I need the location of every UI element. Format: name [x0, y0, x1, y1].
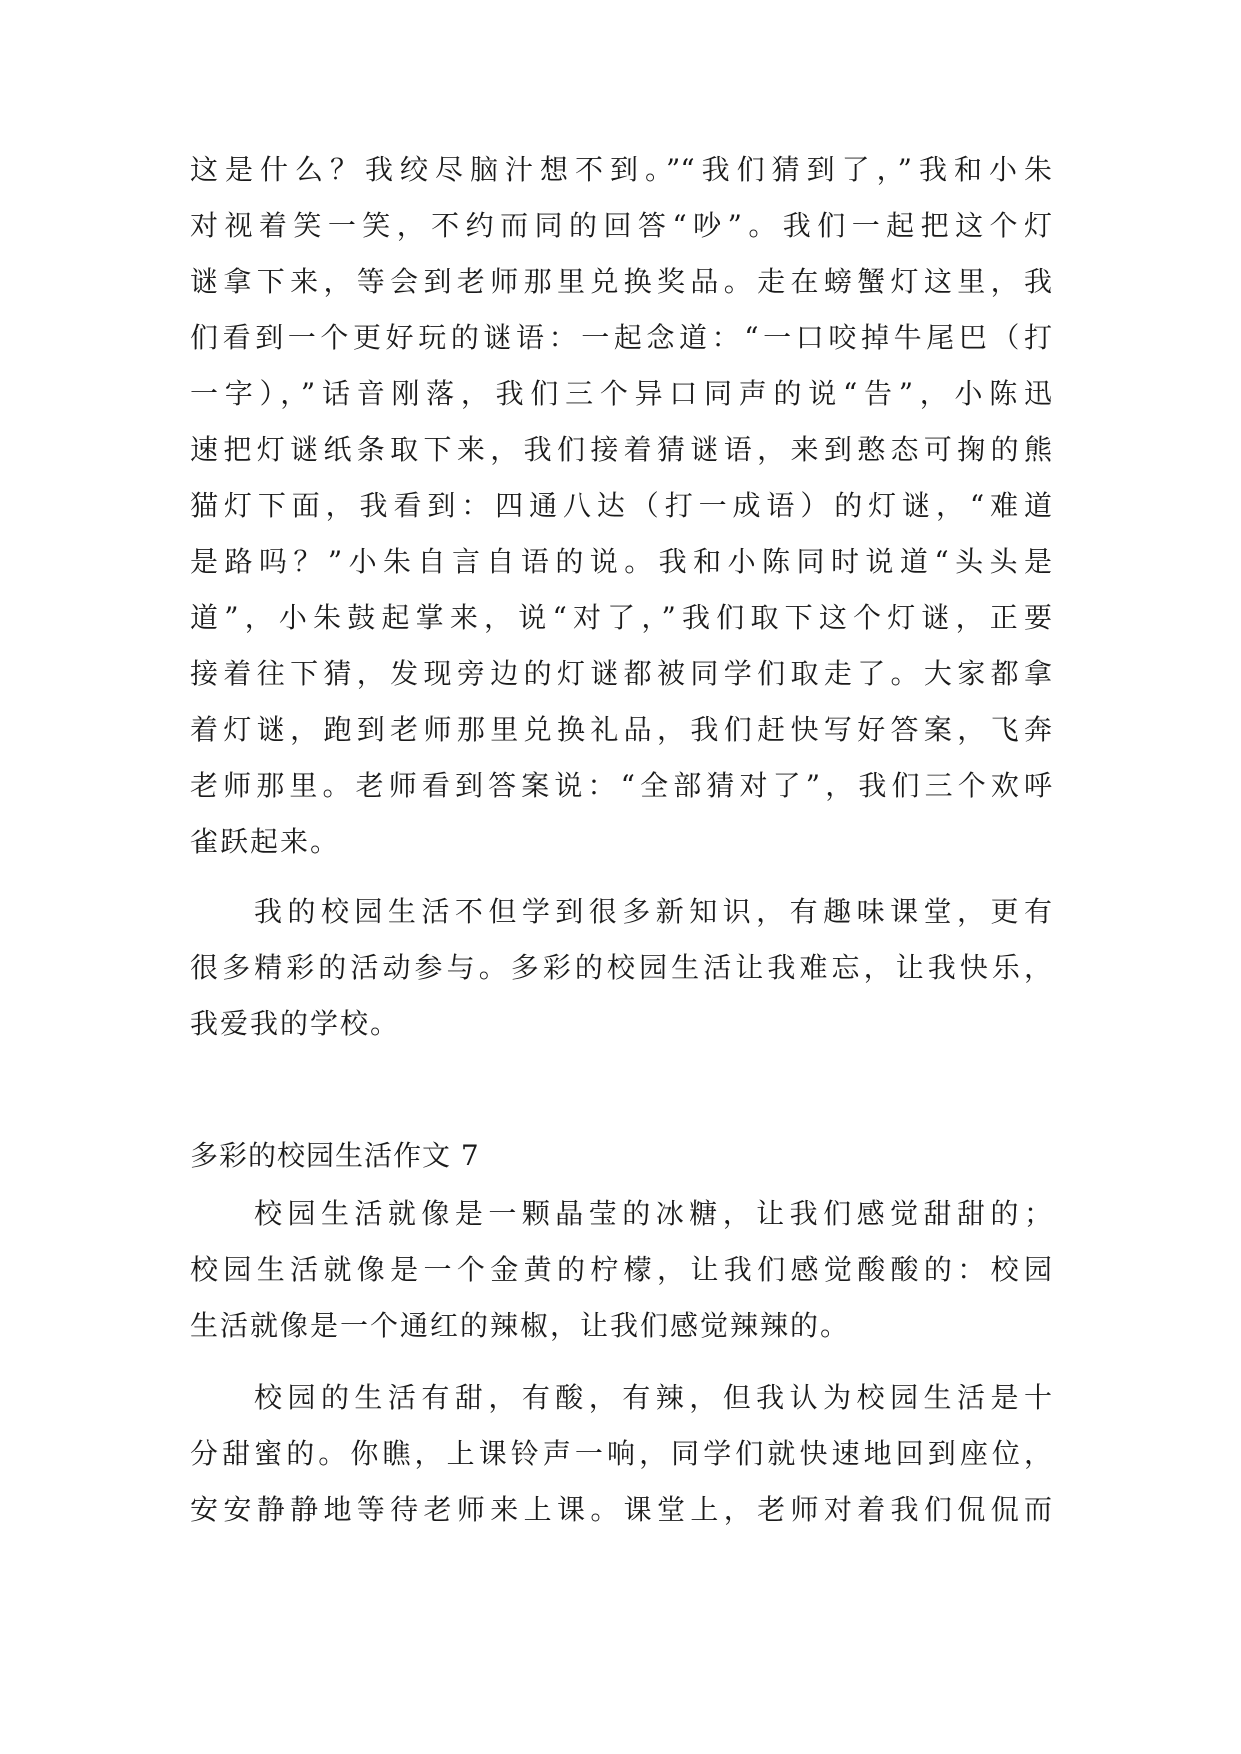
- paragraph-line: 雀跃起来。: [190, 825, 341, 858]
- paragraph-line: 生活就像是一个通红的辣椒，让我们感觉辣辣的。: [190, 1309, 851, 1342]
- paragraph-line: 猫灯下面，我看到：四通八达（打一成语）的灯谜，“难道: [190, 489, 1052, 522]
- paragraph-line: 校园生活就像是一个金黄的柠檬，让我们感觉酸酸的：校园: [190, 1253, 1052, 1286]
- paragraph-line: 我爱我的学校。: [190, 1007, 401, 1040]
- paragraph-line: 很多精彩的活动参与。多彩的校园生活让我难忘，让我快乐，: [190, 951, 1052, 984]
- paragraph-line: 老师那里。老师看到答案说：“全部猜对了”，我们三个欢呼: [190, 769, 1052, 802]
- section-heading: 多彩的校园生活作文 7: [190, 1139, 480, 1172]
- paragraph-line: 这是什么？我绞尽脑汁想不到。”“我们猜到了，”我和小朱: [190, 153, 1052, 186]
- paragraph-line: 接着往下猜，发现旁边的灯谜都被同学们取走了。大家都拿: [190, 657, 1052, 690]
- paragraph-line: 谜拿下来，等会到老师那里兑换奖品。走在螃蟹灯这里，我: [190, 265, 1052, 298]
- paragraph-line: 着灯谜，跑到老师那里兑换礼品，我们赶快写好答案，飞奔: [190, 713, 1052, 746]
- paragraph-line: 速把灯谜纸条取下来，我们接着猜谜语，来到憨态可掬的熊: [190, 433, 1052, 466]
- paragraph-line: 对视着笑一笑，不约而同的回答“吵”。我们一起把这个灯: [190, 209, 1052, 242]
- paragraph-line: 分甜蜜的。你瞧，上课铃声一响，同学们就快速地回到座位，: [190, 1437, 1052, 1470]
- paragraph-line: 一字），”话音刚落，我们三个异口同声的说“告”，小陈迅: [190, 377, 1052, 410]
- paragraph-line: 校园的生活有甜，有酸，有辣，但我认为校园生活是十: [254, 1381, 1052, 1414]
- paragraph-line: 道”，小朱鼓起掌来，说“对了，”我们取下这个灯谜，正要: [190, 601, 1052, 634]
- paragraph-line: 我的校园生活不但学到很多新知识，有趣味课堂，更有: [254, 895, 1052, 928]
- paragraph-line: 安安静静地等待老师来上课。课堂上，老师对着我们侃侃而: [190, 1493, 1052, 1526]
- paragraph-line: 校园生活就像是一颗晶莹的冰糖，让我们感觉甜甜的；: [254, 1197, 1052, 1230]
- paragraph-line: 们看到一个更好玩的谜语：一起念道：“一口咬掉牛尾巴（打: [190, 321, 1052, 354]
- paragraph-line: 是路吗？”小朱自言自语的说。我和小陈同时说道“头头是: [190, 545, 1052, 578]
